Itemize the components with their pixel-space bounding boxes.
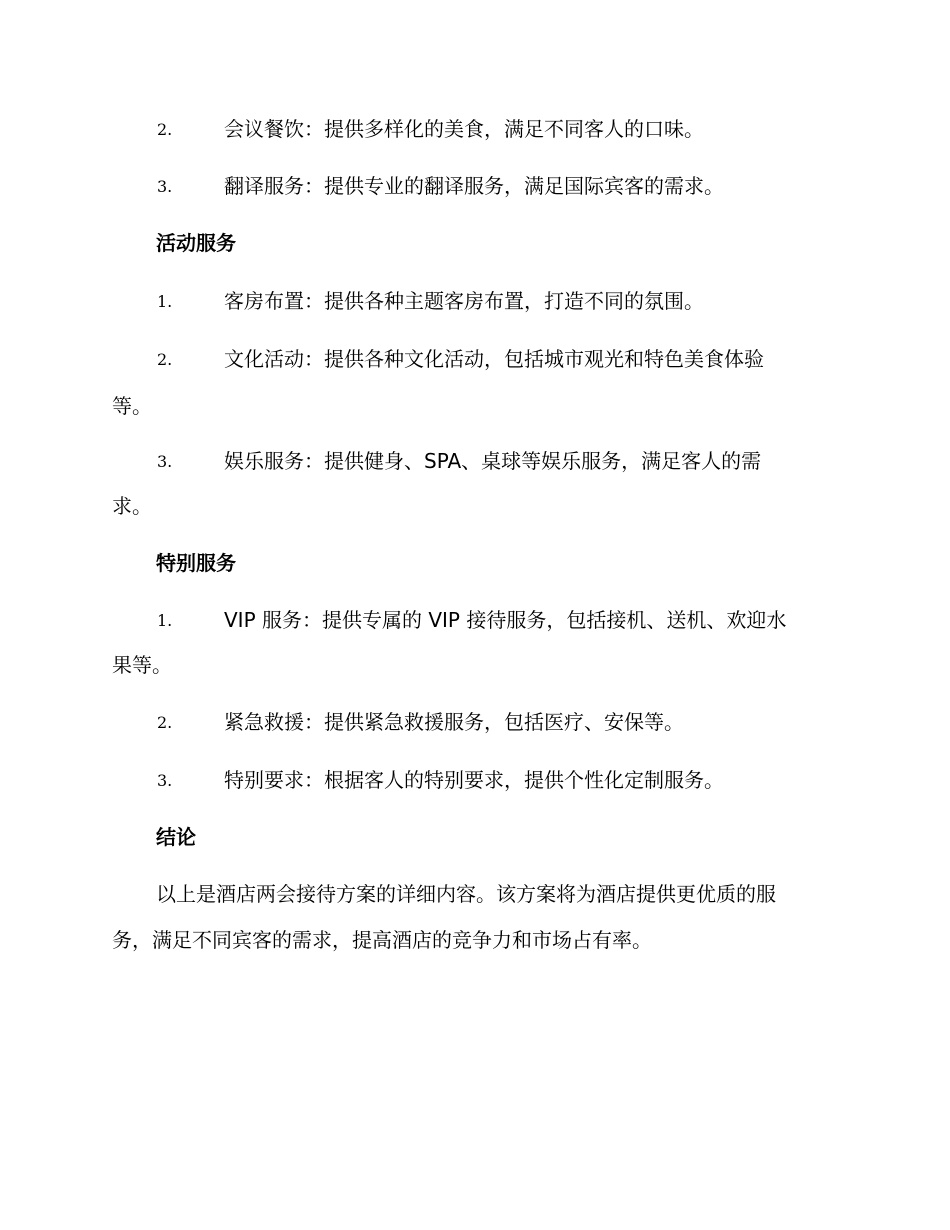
list-item-text: 文化活动：提供各种文化活动，包括城市观光和特色美食体验 [224,347,764,371]
list-item-number: 3. [157,771,173,790]
list-item-text: 娱乐服务：提供健身、SPA、桌球等娱乐服务，满足客人的需 [224,449,762,473]
section-heading: 结论 [156,825,196,849]
list-item-text: 紧急救援：提供紧急救援服务，包括医疗、安保等。 [224,710,684,734]
conclusion-paragraph-line: 以上是酒店两会接待方案的详细内容。该方案将为酒店提供更优质的服 [156,882,776,906]
section-heading: 活动服务 [156,231,236,255]
list-item-text: 翻译服务：提供专业的翻译服务，满足国际宾客的需求。 [224,174,724,198]
list-item-text: VIP 服务：提供专属的 VIP 接待服务，包括接机、送机、欢迎水 [224,608,787,632]
list-item-text: 会议餐饮：提供多样化的美食，满足不同客人的口味。 [224,117,704,141]
list-item-text: 特别要求：根据客人的特别要求，提供个性化定制服务。 [224,768,724,792]
conclusion-paragraph-continuation: 务，满足不同宾客的需求，提高酒店的竞争力和市场占有率。 [112,928,652,952]
section-heading: 特别服务 [156,551,236,575]
list-item-number: 1. [157,292,173,311]
list-item-continuation: 果等。 [112,653,172,677]
list-item-text: 客房布置：提供各种主题客房布置，打造不同的氛围。 [224,289,704,313]
list-item-continuation: 求。 [112,494,152,518]
list-item-number: 3. [157,177,173,196]
list-item-number: 2. [157,120,173,139]
list-item-number: 2. [157,350,173,369]
list-item-continuation: 等。 [112,394,152,418]
list-item-number: 1. [157,611,173,630]
list-item-number: 3. [157,452,173,471]
list-item-number: 2. [157,713,173,732]
